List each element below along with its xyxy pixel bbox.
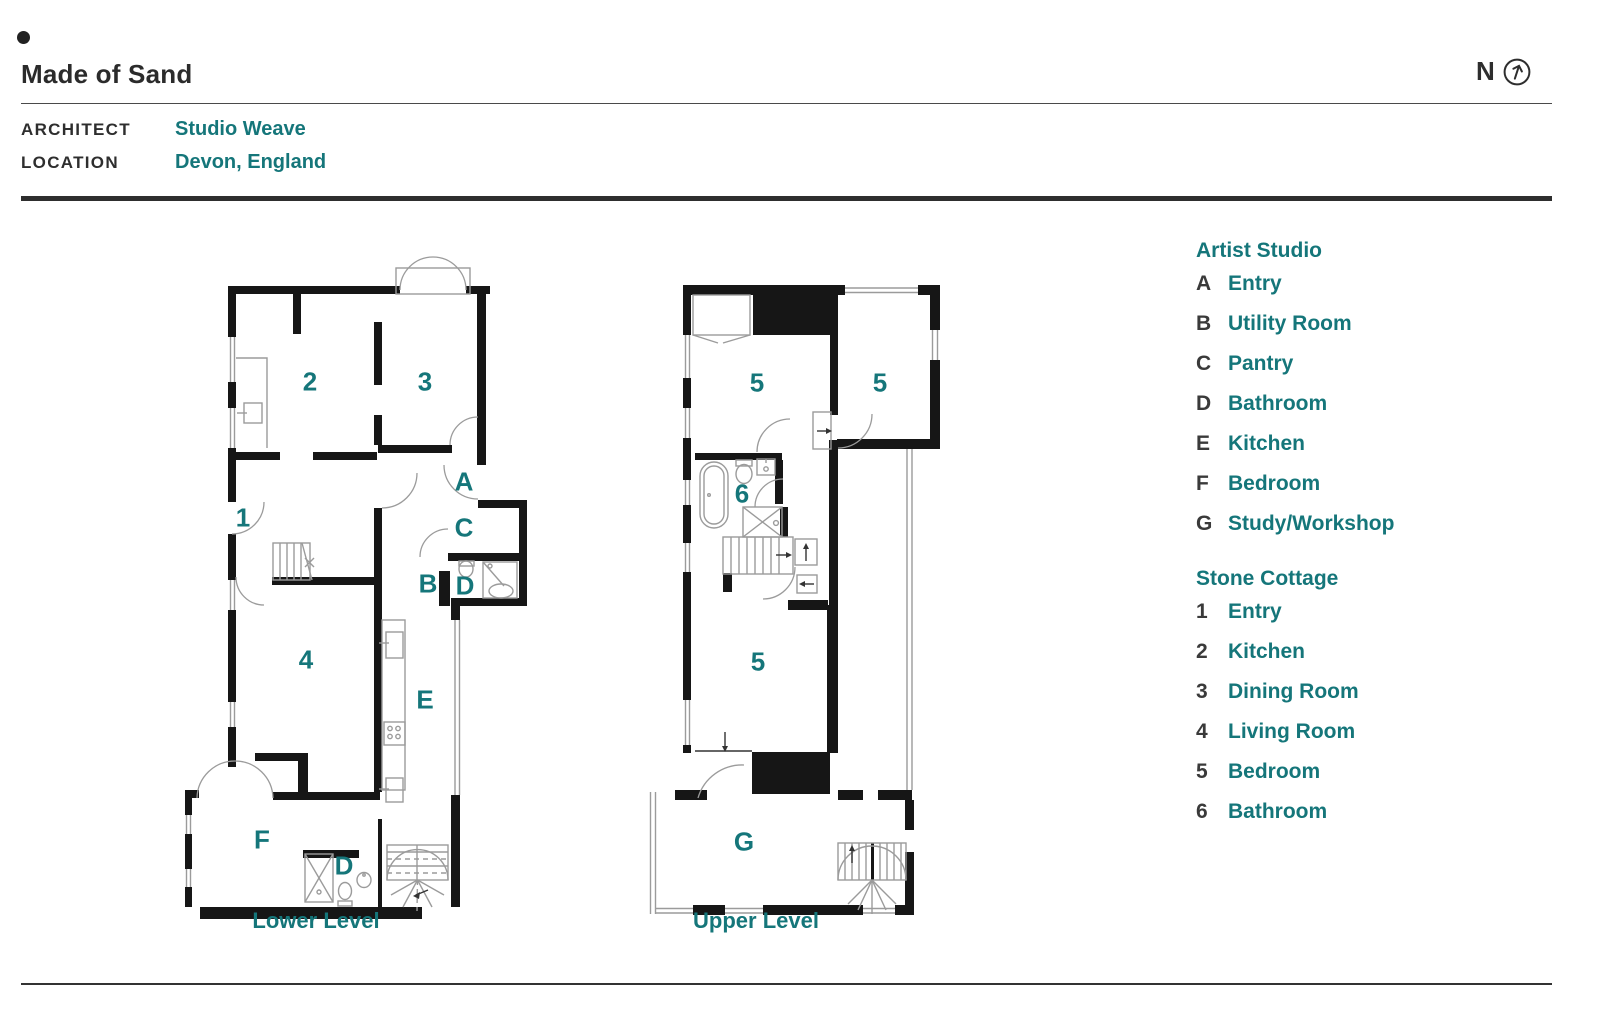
footer-divider (21, 983, 1552, 985)
room-label: 5 (872, 367, 888, 398)
upper-level-caption: Upper Level (693, 908, 819, 933)
location-label: LOCATION (21, 153, 119, 172)
legend-key: G (1196, 512, 1213, 535)
legend-label: Bedroom (1228, 760, 1321, 783)
legend-item (1196, 392, 1576, 416)
north-arrow-icon (1502, 57, 1532, 87)
room-label: 5 (750, 646, 766, 677)
lower-spiral-stair (387, 845, 448, 911)
header-divider (21, 103, 1552, 104)
legend-key: 6 (1196, 800, 1208, 823)
room-label: 4 (298, 644, 314, 675)
legend-label: Living Room (1228, 720, 1356, 743)
legend-item (1196, 720, 1576, 744)
legend-item (1196, 312, 1576, 336)
legend-label: Bathroom (1228, 800, 1328, 823)
room-label: C (454, 512, 474, 543)
room-label: D (334, 850, 354, 881)
upper-level-floor-plan (630, 262, 950, 922)
room-label: 2 (302, 366, 318, 397)
room-label: 3 (417, 366, 433, 397)
legend-key: E (1196, 432, 1211, 455)
lower-level-caption: Lower Level (252, 908, 380, 933)
legend-title-artist-studio: Artist Studio (1196, 239, 1322, 262)
architect-row (21, 118, 326, 151)
legend-item (1196, 640, 1576, 664)
legend-label: Kitchen (1228, 640, 1306, 663)
legend-label: Dining Room (1228, 680, 1359, 703)
legend-item (1196, 760, 1576, 784)
legend-key: 4 (1196, 720, 1208, 743)
legend-item (1196, 472, 1576, 496)
legend-label: Utility Room (1228, 312, 1352, 335)
legend-key: 3 (1196, 680, 1208, 703)
lower-stair (273, 543, 314, 580)
north-indicator (1476, 56, 1532, 87)
legend-item (1196, 600, 1576, 624)
legend-key: D (1196, 392, 1212, 415)
legend-label: Kitchen (1228, 432, 1306, 455)
lower-walls (185, 286, 527, 919)
legend-key: 5 (1196, 760, 1208, 783)
legend-item (1196, 432, 1576, 456)
legend-label: Entry (1228, 272, 1282, 295)
legend-item (1196, 800, 1576, 824)
legend-key: B (1196, 312, 1212, 335)
legend-key: F (1196, 472, 1209, 495)
architect-value: Studio Weave (175, 118, 306, 140)
legend-key: A (1196, 272, 1212, 295)
page-title: Made of Sand (21, 59, 193, 89)
legend-artist-studio (1196, 238, 1576, 536)
room-label: F (254, 824, 270, 855)
legend-key: 1 (1196, 600, 1208, 623)
section-divider (21, 196, 1552, 201)
legend-item (1196, 680, 1576, 704)
legend-title-stone-cottage: Stone Cottage (1196, 567, 1339, 590)
room-label: A (454, 466, 474, 497)
room-label: 6 (734, 478, 750, 509)
legend-item (1196, 272, 1576, 296)
room-label: B (418, 568, 438, 599)
legend-label: Study/Workshop (1228, 512, 1395, 535)
legend-key: 2 (1196, 640, 1208, 663)
architect-label: ARCHITECT (21, 120, 131, 139)
location-row (21, 151, 326, 184)
room-label: E (416, 684, 434, 715)
room-label: 5 (749, 367, 765, 398)
room-label: D (455, 570, 475, 601)
upper-door-arcs (698, 414, 872, 798)
bullet-icon (17, 31, 30, 44)
legend-item (1196, 512, 1576, 536)
room-label: G (733, 826, 755, 857)
legend-label: Entry (1228, 600, 1282, 623)
upper-walls (675, 285, 940, 915)
legend-label: Bathroom (1228, 392, 1328, 415)
legend-key: C (1196, 352, 1212, 375)
legend (1196, 238, 1576, 840)
legend-stone-cottage (1196, 566, 1576, 824)
legend-label: Bedroom (1228, 472, 1321, 495)
legend-item (1196, 352, 1576, 376)
room-label: 1 (235, 502, 251, 533)
legend-label: Pantry (1228, 352, 1294, 375)
project-meta (21, 118, 326, 184)
upper-misc (695, 732, 752, 752)
north-label: N (1476, 56, 1495, 86)
location-value: Devon, England (175, 151, 327, 173)
